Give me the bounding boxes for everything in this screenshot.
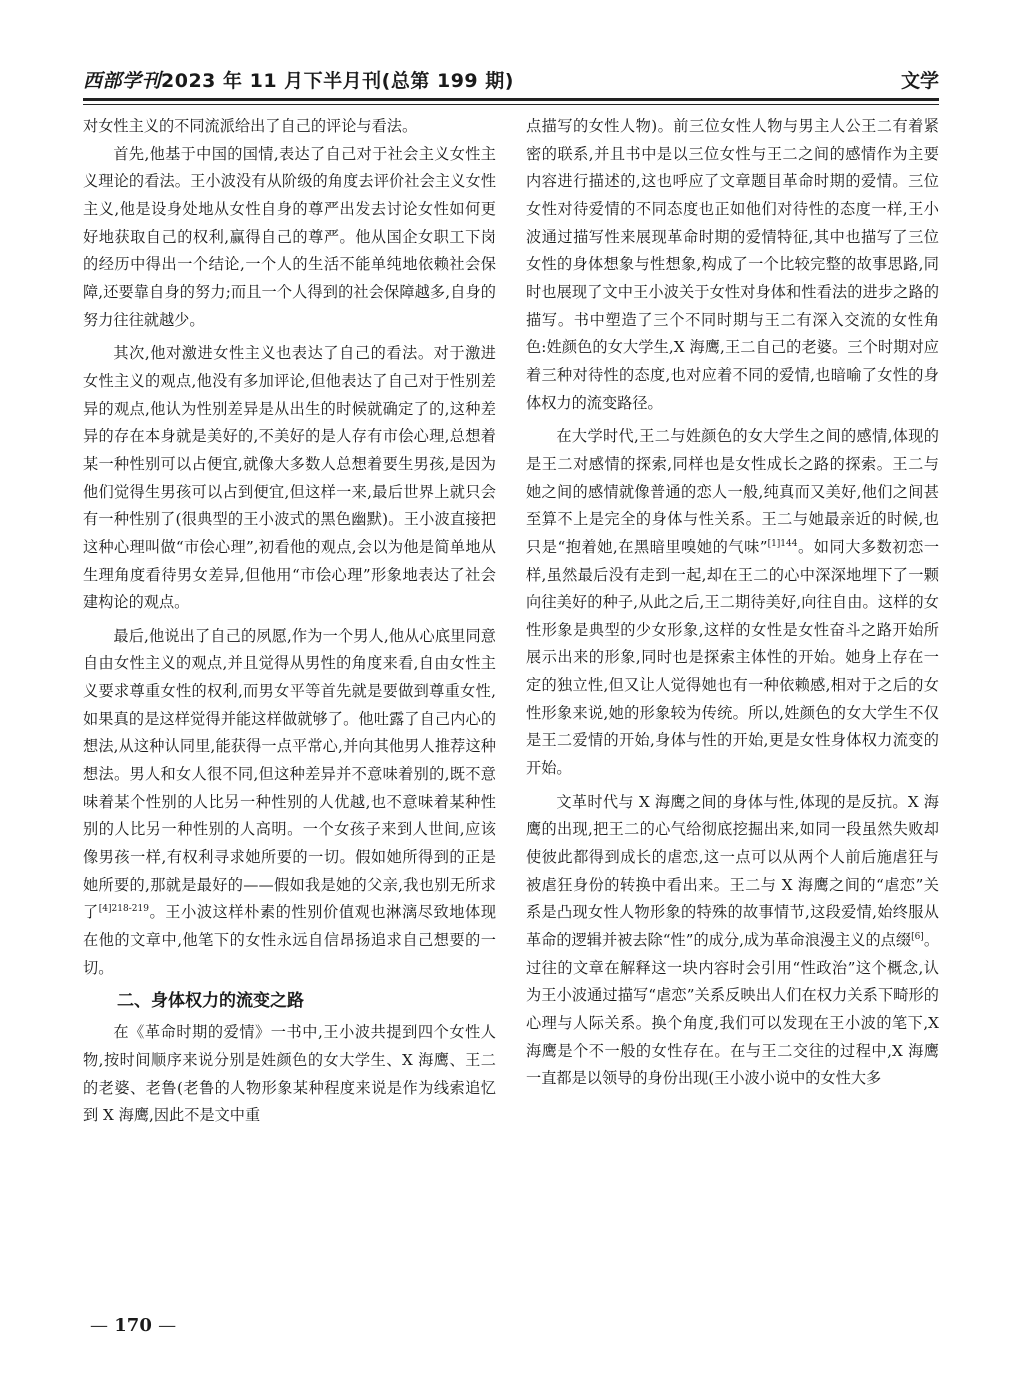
paragraph-text: 。王小波这样朴素的性别价值观也淋漓尽致地体现在他的文章中,他笔下的女性永远自信昂扬追求自己想要的一切。 (83, 903, 497, 977)
journal-issue: 2023 年 11 月下半月刊(总第 199 期) (161, 70, 514, 92)
citation: [1]144 (767, 538, 798, 549)
journal-title (83, 66, 514, 93)
page-number (90, 1315, 176, 1336)
paragraph (526, 423, 939, 783)
paragraph-text: 在大学时代,王二与姓颜色的女大学生之间的感情,体现的是王二对感情的探索,同样也是女性成长之路的探索。王二与她之间的感情就像普通的恋人一般,纯真而又美好,他们之间甚至算不上是完全的身体与性关系。王二与她最亲近的时候,也只是“抱着她,在黑暗里嗅她的气味” (526, 427, 939, 556)
paragraph: 点描写的女性人物)。前三位女性人物与男主人公王二有着紧密的联系,并且书中是以三位女性与王二之间的感情作为主要内容进行描述的,这也呼应了文章题目革命时期的爱情。三位女性对待爱情的不同态度也正如他们对待性的态度一样,王小波通过描写性来展现革命时期的爱情特征,其中也描写了三位女性的身体想象与性想象,构成了一个比较完整的故事思路,同时也展现了文中王小波关于女性对身体和性看法的进步之路的描写。书中塑造了三个不同时期与王二有深入交流的女性角色:姓颜色的女大学生,X 海鹰,王二自己的老婆。三个时期对应着三种对待性的态度,也对应着不同的爱情,也暗喻了女性的身体权力的流变路径。 (526, 117, 939, 412)
paragraph (83, 623, 496, 983)
citation: [6] (911, 931, 924, 942)
page-dash-right: — (158, 1315, 177, 1336)
paragraph-text: 最后,他说出了自己的夙愿,作为一个男人,他从心底里同意自由女性主义的观点,并且觉得从男性的角度来看,自由女性主义要求尊重女性的权利,而男女平等首先就是要做到尊重女性,如果真的是这样觉得并能这样做就够了。他吐露了自己内心的想法,从这种认同里,能获得一点平常心,并向其他男人推荐这种想法。男人和女人很不同,但这种差异并不意味着别的,既不意味着某个性别的人比另一种性别的人优越,也不意味着某种性别的人比另一种性别的人高明。一个女孩子来到人世间,应该像男孩一样,有权利寻求她所要的一切。假如她所得到的正是她所要的,那就是最好的——假如我是她的父亲,我也别无所求了 (83, 626, 496, 922)
paragraph: 对女性主义的不同流派给出了自己的评论与看法。 (83, 117, 418, 135)
paragraph-text: 。过往的文章在解释这一块内容时会引用“性政治”这个概念,认为王小波通过描写“虐恋”关系反映出人们在权力关系下畸形的心理与人际关系。换个角度,我们可以发现在王小波的笔下,X 海鹰是个不一般的女性存在。在与王二交往的过程中,X 海鹰一直都是以领导的身份出现(王小波小说中的女性大多 (526, 931, 940, 1088)
page-dash-left: — (90, 1315, 108, 1336)
header-rule-thick (83, 98, 939, 101)
paragraph: 其次,他对激进女性主义也表达了自己的看法。对于激进女性主义的观点,他没有多加评论,但他表达了自己对于性别差异的观点,他认为性别差异是从出生的时候就确定了的,这种差异的存在本身就是美好的,不美好的是人存有市侩心理,总想着某一种性别可以占便宜,就像大多数人总想着要生男孩,是因为他们觉得生男孩可以占到便宜,但这样一来,最后世界上就只会有一种性别了(很典型的王小波式的黑色幽默)。王小波直接把这种心理叫做“市侩心理”,初看他的观点,会以为他是简单地从生理角度看待男女差异,但他用“市侩心理”形象地表达了社会建构论的观点。 (83, 344, 496, 612)
citation: [4]218-219 (98, 904, 149, 915)
section-label: 文学 (900, 70, 939, 92)
paragraph-text: 。如同大多数初恋一样,虽然最后没有走到一起,却在王二的心中深深地埋下了一颗向往美好的种子,从此之后,王二期待美好,向往自由。这样的女性形象是典型的少女形象,这样的女性是女性奋斗之路开始所展示出来的形象,同时也是探索主体性的开始。她身上存在一定的独立性,但又让人觉得她也有一种依赖感,相对于之后的女性形象来说,她的形象较为传统。所以,姓颜色的女大学生不仅是王二爱情的开始,身体与性的开始,更是女性身体权力流变的开始。 (526, 537, 940, 778)
right-column (526, 113, 939, 1093)
left-column (83, 113, 496, 1130)
paragraph: 在《革命时期的爱情》一书中,王小波共提到四个女性人物,按时间顺序来说分别是姓颜色的女大学生、X 海鹰、王二的老婆、老鲁(老鲁的人物形象某种程度来说是作为线索追忆到 X 海鹰,因此不是文中重 (83, 1023, 496, 1125)
paragraph: 首先,他基于中国的国情,表达了自己对于社会主义女性主义理论的看法。王小波没有从阶级的角度去评价社会主义女性主义,他是设身处地从女性自身的尊严出发去讨论女性如何更好地获取自己的权利,赢得自己的尊严。他从国企女职工下岗的经历中得出一个结论,一个人的生活不能单纯地依赖社会保障,还要靠自身的努力;而且一个人得到的社会保障越多,自身的努力往往就越少。 (83, 144, 496, 329)
paragraph-text: 文革时代与 X 海鹰之间的身体与性,体现的是反抗。X 海鹰的出现,把王二的心气给彻底挖掘出来,如同一段虽然失败却使彼此都得到成长的虐恋,这一点可以从两个人前后施虐狂与被虐狂身份的转换中看出来。王二与 X 海鹰之间的“虐恋”关系是凸现女性人物形象的特殊的故事情节,这段爱情,始终服从革命的逻辑并被去除“性”的成分,成为革命浪漫主义的点缀 (526, 792, 939, 950)
page-number-value: 170 (114, 1315, 152, 1336)
section-heading: 二、身体权力的流变之路 (117, 991, 304, 1012)
journal-logo: 西部学刊 (83, 70, 162, 92)
paragraph (526, 789, 939, 1093)
header-rule-thin (83, 104, 939, 105)
